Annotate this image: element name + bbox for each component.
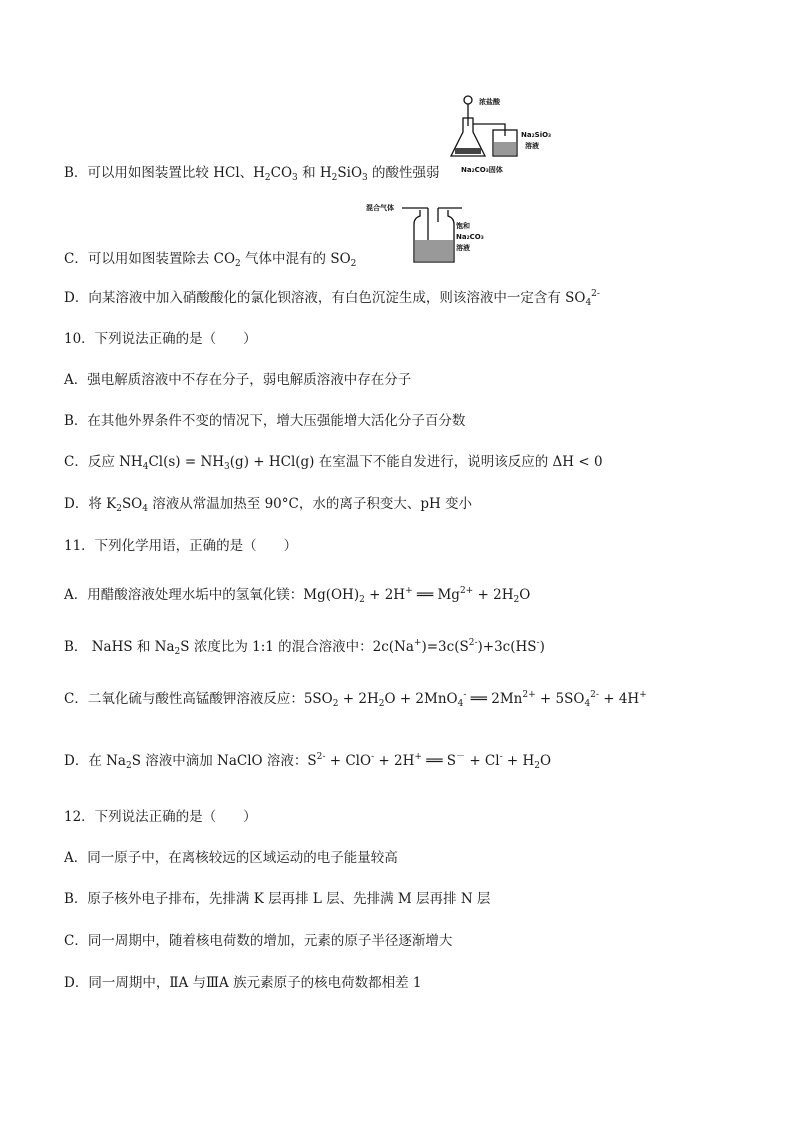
fig2-label-solution-3: 溶液 <box>456 244 470 252</box>
q11-option-d: D．在 $Na_2S$ 溶液中滴加 NaClO 溶液：$S^{2-} + ClO^- + 2H^+$ ══ $S^- + Cl^- + H_2O$ <box>64 752 552 771</box>
fig2-label-solution-1: 饱和 <box>456 222 470 230</box>
q11-stem: 11．下列化学用语，正确的是（ ） <box>64 538 298 554</box>
q11-option-b: B． NaHS 和 $Na_2S$ 浓度比为 1:1 的混合溶液中：$2c(Na^+)=3c(S^{2-})+3c(HS^-)$ <box>64 638 545 657</box>
beaker-solution <box>494 142 516 155</box>
fig1-label-right-1: Na₂SiO₃ <box>521 131 552 139</box>
q10-option-a: A．强电解质溶液中不存在分子，弱电解质溶液中存在分子 <box>64 372 412 388</box>
q12-option-d: D．同一周期中，ⅡA 与ⅢA 族元素原子的核电荷数都相差 1 <box>64 975 422 991</box>
q10-option-c: C．反应 $NH_4Cl(s) = NH_3(g) + HCl(g)$ 在室温下不能自发进行，说明该反应的 ΔH < 0 <box>64 454 603 472</box>
q11-option-a: A．用醋酸溶液处理水垢中的氢氧化镁：$Mg(OH)_2 + 2H^+$ ══ $Mg^{2+} + 2H_2O$ <box>64 586 531 605</box>
q9-option-c: C．可以用如图装置除去 $CO_2$ 气体中混有的 $SO_2$ <box>64 251 357 269</box>
fig2-label-inlet: 混合气体 <box>366 204 394 212</box>
q10-stem: 10．下列说法正确的是（ ） <box>64 331 257 347</box>
q12-option-a: A．同一原子中，在离核较远的区域运动的电子能量较高 <box>64 850 398 866</box>
q10-option-d: D．将 $K_2SO_4$ 溶液从常温加热至 90°C，水的离子积变大、pH 变小 <box>64 496 473 514</box>
flask-solid <box>455 148 481 154</box>
wash-bottle-solution <box>415 240 453 261</box>
q11-option-c: C．二氧化硫与酸性高锰酸钾溶液反应：$5SO_2 + 2H_2O + 2MnO_4^-$ ══ $2Mn^{2+} + 5SO_4^{2-} + 4H^+$ <box>64 690 647 709</box>
fig1-label-bottom: Na₂CO₃固体 <box>461 166 503 174</box>
q12-stem: 12．下列说法正确的是（ ） <box>64 809 257 825</box>
figure-acid-comparison-apparatus <box>445 92 570 180</box>
fig1-label-top: 浓盐酸 <box>479 98 500 106</box>
fig1-label-right-2: 溶液 <box>525 142 539 150</box>
q9-option-d: D．向某溶液中加入硝酸酸化的氯化钡溶液，有白色沉淀生成，则该溶液中一定含有 $SO_4^{2-}$ <box>64 289 600 308</box>
q12-option-c: C．同一周期中，随着核电荷数的增加，元素的原子半径逐渐增大 <box>64 933 453 949</box>
fig2-label-solution-2: Na₂CO₃ <box>456 233 484 241</box>
q12-option-b: B．原子核外电子排布，先排满 K 层再排 L 层、先排满 M 层再排 N 层 <box>64 891 491 907</box>
q10-option-b: B．在其他外界条件不变的情况下，增大压强能增大活化分子百分数 <box>64 413 466 429</box>
figure-gas-wash-bottle <box>358 196 488 268</box>
q9-option-b: B．可以用如图装置比较 HCl、$H_2CO_3$ 和 $H_2SiO_3$ 的酸性强弱 <box>64 165 440 183</box>
